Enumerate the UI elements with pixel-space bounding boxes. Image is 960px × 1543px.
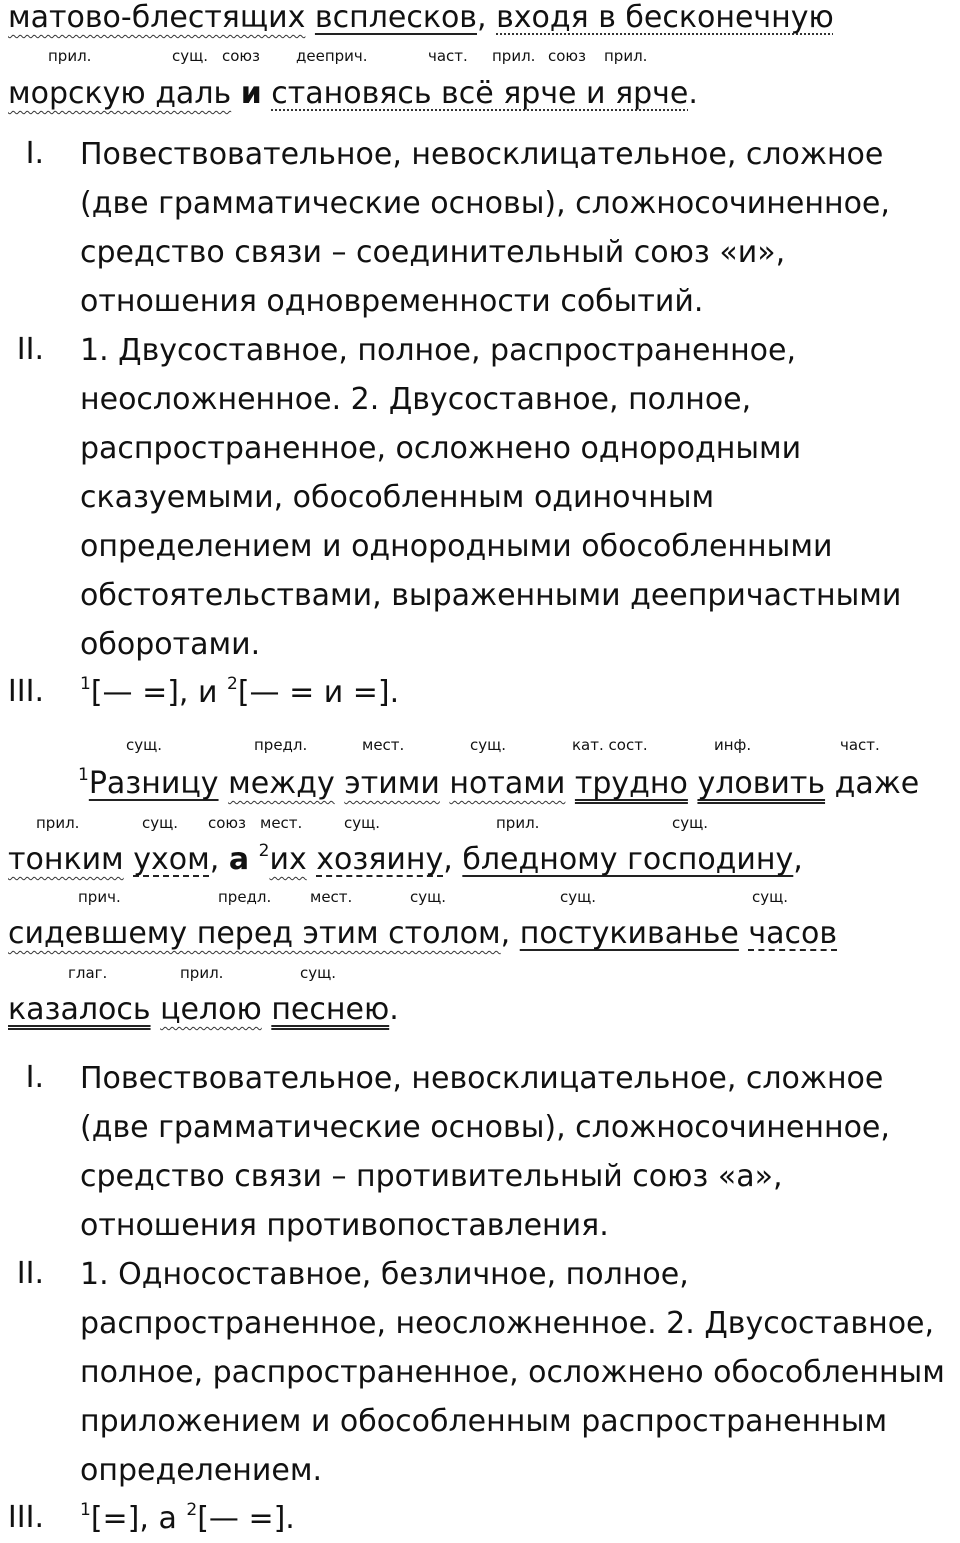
sentence2-line-3: сидевшему перед этим столом, постукиванье часов bbox=[8, 916, 838, 951]
word-noun: нотами bbox=[449, 766, 566, 801]
pos-label: сущ. bbox=[752, 888, 789, 906]
word-participle-phrase: становясь всё ярче и ярче bbox=[271, 76, 689, 111]
pos-label: мест. bbox=[310, 888, 353, 906]
item-text: 1. Двусоставное, полное, распространенное, неосложненное. 2. Двусоставное, полное, распространенное, осложнено однородными сказуемыми, обособленным одиночным определением и однородными обособленными обстоятельствами, выраженными деепричастными оборотами. bbox=[80, 333, 902, 662]
item-number: II. bbox=[16, 1256, 44, 1291]
sentence2-line-4: казалось целою песнею. bbox=[8, 992, 399, 1027]
sentence2-line-1: $^1$Разницу между этими нотами трудно уловить даже bbox=[78, 765, 920, 801]
item-number: III. bbox=[7, 1500, 44, 1535]
prev-sentence-line-2: морскую даль и становясь всё ярче и ярче. bbox=[8, 76, 698, 111]
pos-label: кат. сост. bbox=[572, 736, 648, 754]
participle-phrase: сидевшему перед этим столом bbox=[8, 916, 501, 951]
pos-label: дееприч. bbox=[296, 47, 368, 65]
pos-label: мест. bbox=[260, 814, 303, 832]
pos-label: сущ. bbox=[142, 814, 179, 832]
pos-label: сущ. bbox=[672, 814, 709, 832]
pos-label: инф. bbox=[714, 736, 752, 754]
pos-label: сущ. bbox=[410, 888, 447, 906]
pos-label: сущ. bbox=[172, 47, 209, 65]
pos-label: глаг. bbox=[68, 964, 108, 982]
pos-label: част. bbox=[840, 736, 880, 754]
word-adj: тонким bbox=[8, 842, 124, 877]
predicate: песнею bbox=[271, 992, 390, 1027]
pos-label: прил. bbox=[36, 814, 80, 832]
pos-label: сущ. bbox=[126, 736, 163, 754]
sentence2-line-2: тонким ухом, а $^2$их хозяину, бледному господину, bbox=[8, 841, 803, 877]
word-noun: ухом bbox=[133, 842, 210, 877]
pos-label: союз bbox=[208, 814, 247, 832]
apposition: бледному господину bbox=[462, 842, 794, 877]
pos-label: прич. bbox=[78, 888, 121, 906]
item-text: Повествовательное, невосклицательное, сложное (две грамматические основы), сложносочиненное, средство связи – соединительный союз «и», отношения одновременности событий. bbox=[80, 137, 890, 319]
word-noun: часов bbox=[748, 916, 838, 951]
pos-label: сущ. bbox=[344, 814, 381, 832]
word-participle-phrase: входя в бесконечную bbox=[496, 0, 834, 35]
item-number: III. bbox=[7, 674, 44, 709]
word-adj: целою bbox=[160, 992, 262, 1027]
item-number: II. bbox=[16, 332, 44, 367]
word-prep: между bbox=[228, 766, 335, 801]
pos-label: сущ. bbox=[560, 888, 597, 906]
word-adj: матово-блестящих bbox=[8, 0, 306, 35]
pos-label: союз bbox=[222, 47, 261, 65]
word-pron: этими bbox=[344, 766, 440, 801]
pos-label: союз bbox=[548, 47, 587, 65]
pos-label: прил. bbox=[496, 814, 540, 832]
pos-label: сущ. bbox=[470, 736, 507, 754]
predicate: уловить bbox=[697, 766, 826, 801]
pos-label: прил. bbox=[180, 964, 224, 982]
item-number: I. bbox=[25, 136, 44, 171]
item-number: I. bbox=[25, 1060, 44, 1095]
word-noun: всплесков bbox=[314, 0, 477, 35]
pos-label: прил. bbox=[604, 47, 648, 65]
predicate: трудно bbox=[574, 766, 688, 801]
conjunction-a: а bbox=[228, 842, 250, 877]
pos-label: прил. bbox=[48, 47, 92, 65]
scheme: $^1$[=], а $^2$[— =]. bbox=[80, 1500, 295, 1536]
predicate: казалось bbox=[8, 992, 151, 1027]
prev-sentence-line-1: матово-блестящих всплесков, входя в бесконечную bbox=[8, 0, 834, 35]
pos-label: предл. bbox=[218, 888, 272, 906]
item-text: Повествовательное, невосклицательное, сложное (две грамматические основы), сложносочиненное, средство связи – противительный союз «а», отношения противопоставления. bbox=[80, 1061, 890, 1243]
item-text: 1. Односоставное, безличное, полное, распространенное, неосложненное. 2. Двусоставное, полное, распространенное, осложнено обособленным приложением и обособленным распространенным определением. bbox=[80, 1257, 945, 1488]
scheme: $^1$[— =], и $^2$[— = и =]. bbox=[80, 674, 400, 710]
word-phrase: морскую даль bbox=[8, 76, 232, 111]
conjunction-and: и bbox=[240, 76, 262, 111]
pos-label: предл. bbox=[254, 736, 308, 754]
pos-label: прил. bbox=[492, 47, 536, 65]
pos-label: част. bbox=[428, 47, 468, 65]
pos-label: сущ. bbox=[300, 964, 337, 982]
word-noun: хозяину bbox=[316, 842, 444, 877]
pos-label: мест. bbox=[362, 736, 405, 754]
word-pron: их bbox=[269, 842, 307, 877]
subject: постукиванье bbox=[519, 916, 739, 951]
subject: Разницу bbox=[88, 766, 219, 801]
